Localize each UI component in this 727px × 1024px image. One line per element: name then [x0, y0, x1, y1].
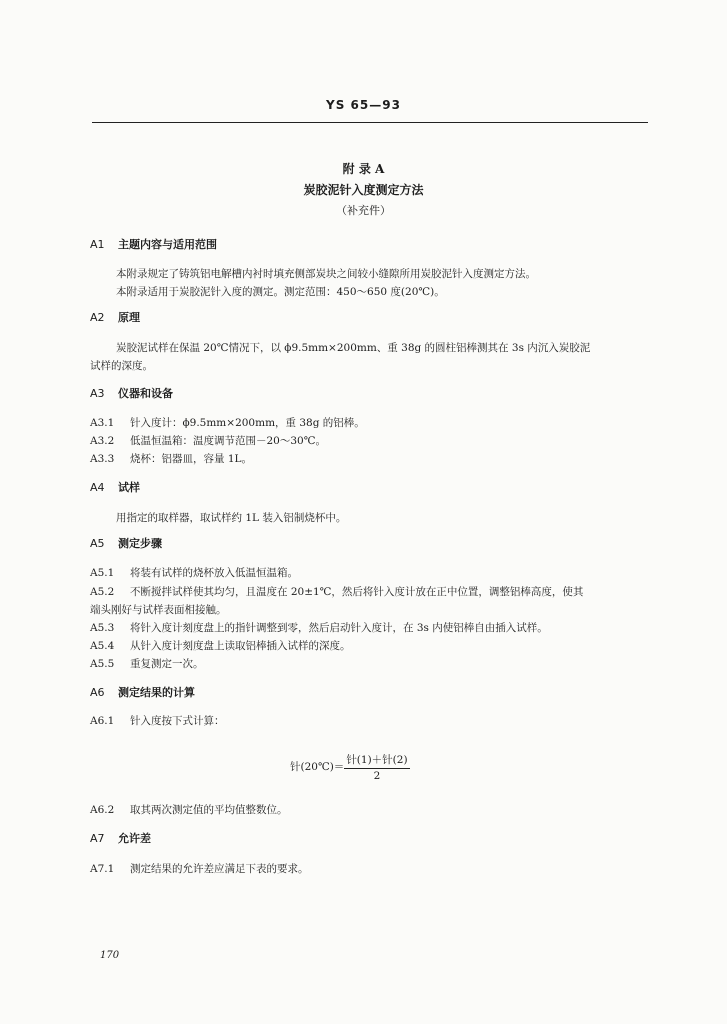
list-item: A5.2 不断搅拌试样使其均匀，且温度在 20±1℃，然后将针入度计放在正中位置，调整铝棒高度，使其 — [90, 586, 584, 598]
document-title: 炭胶泥针入度测定方法 — [303, 183, 424, 197]
section-a2-paragraph-line-1: 炭胶泥试样在保温 20℃情况下，以 ϕ9.5mm×200mm、重 38g 的圆柱铝棒测其在 3s 内沉入炭胶泥 — [116, 342, 591, 354]
appendix-label: 附 录 A — [342, 162, 385, 176]
formula-lhs: 针(20℃)＝ — [290, 761, 345, 773]
section-a1-number: A1 — [90, 238, 105, 251]
list-item: A6.1 针入度按下式计算： — [90, 715, 225, 727]
list-item: A5.5 重复测定一次。 — [90, 658, 204, 670]
section-a4-number: A4 — [90, 481, 105, 494]
section-a2-heading — [90, 309, 140, 325]
section-a6-title: 测定结果的计算 — [118, 686, 195, 699]
section-a1-heading — [90, 236, 217, 252]
section-a1-title: 主题内容与适用范围 — [118, 238, 217, 251]
section-a2-paragraph-line-2: 试样的深度。 — [90, 360, 153, 372]
formula-denominator: 2 — [373, 770, 381, 782]
list-item: A5.1 将装有试样的烧杯放入低温恒温箱。 — [90, 567, 298, 579]
section-a1-paragraph-2: 本附录适用于炭胶泥针入度的测定。测定范围：450～650 度(20℃)。 — [116, 286, 445, 298]
section-a7-number: A7 — [90, 832, 105, 845]
section-a1-paragraph-1: 本附录规定了铸筑铝电解槽内衬时填充侧部炭块之间较小缝隙所用炭胶泥针入度测定方法。 — [116, 268, 536, 280]
penetration-formula — [290, 752, 410, 782]
section-a5-title: 测定步骤 — [118, 537, 162, 550]
list-item: A6.2 取其两次测定值的平均值整数位。 — [90, 804, 288, 816]
section-a4-paragraph-1: 用指定的取样器，取试样约 1L 装入铝制烧杯中。 — [116, 512, 347, 524]
section-a4-title: 试样 — [118, 481, 140, 494]
list-item: A5.4 从针入度计刻度盘上读取铝棒插入试样的深度。 — [90, 640, 351, 652]
list-item: A5.3 将针入度计刻度盘上的指针调整到零，然后启动针入度计，在 3s 内使铝棒自由插入试样。 — [90, 622, 548, 634]
section-a5-heading — [90, 535, 162, 551]
page-number: 170 — [100, 950, 120, 961]
list-item-continuation: 端头刚好与试样表面相接触。 — [90, 604, 227, 616]
section-a7-title: 允许差 — [118, 832, 151, 845]
formula-fraction — [344, 752, 409, 782]
section-a3-number: A3 — [90, 387, 105, 400]
section-a2-number: A2 — [90, 311, 105, 324]
document-subtitle: （补充件） — [336, 204, 391, 217]
list-item: A3.2 低温恒温箱：温度调节范围－20～30℃。 — [90, 435, 326, 447]
section-a5-number: A5 — [90, 537, 105, 550]
section-a6-heading — [90, 684, 195, 700]
list-item: A7.1 测定结果的允许差应满足下表的要求。 — [90, 863, 309, 875]
section-a3-heading — [90, 385, 173, 401]
section-a6-number: A6 — [90, 686, 105, 699]
standard-code-header: YS 65—93 — [326, 98, 401, 112]
formula-numerator: 针(1)＋针(2) — [344, 752, 409, 769]
section-a2-title: 原理 — [118, 311, 140, 324]
section-a7-heading — [90, 830, 151, 846]
section-a3-title: 仪器和设备 — [118, 387, 173, 400]
header-rule — [92, 122, 648, 123]
list-item: A3.1 针入度计：ϕ9.5mm×200mm，重 38g 的铝棒。 — [90, 417, 365, 429]
section-a4-heading — [90, 479, 140, 495]
list-item: A3.3 烧杯：铝器皿，容量 1L。 — [90, 453, 252, 465]
